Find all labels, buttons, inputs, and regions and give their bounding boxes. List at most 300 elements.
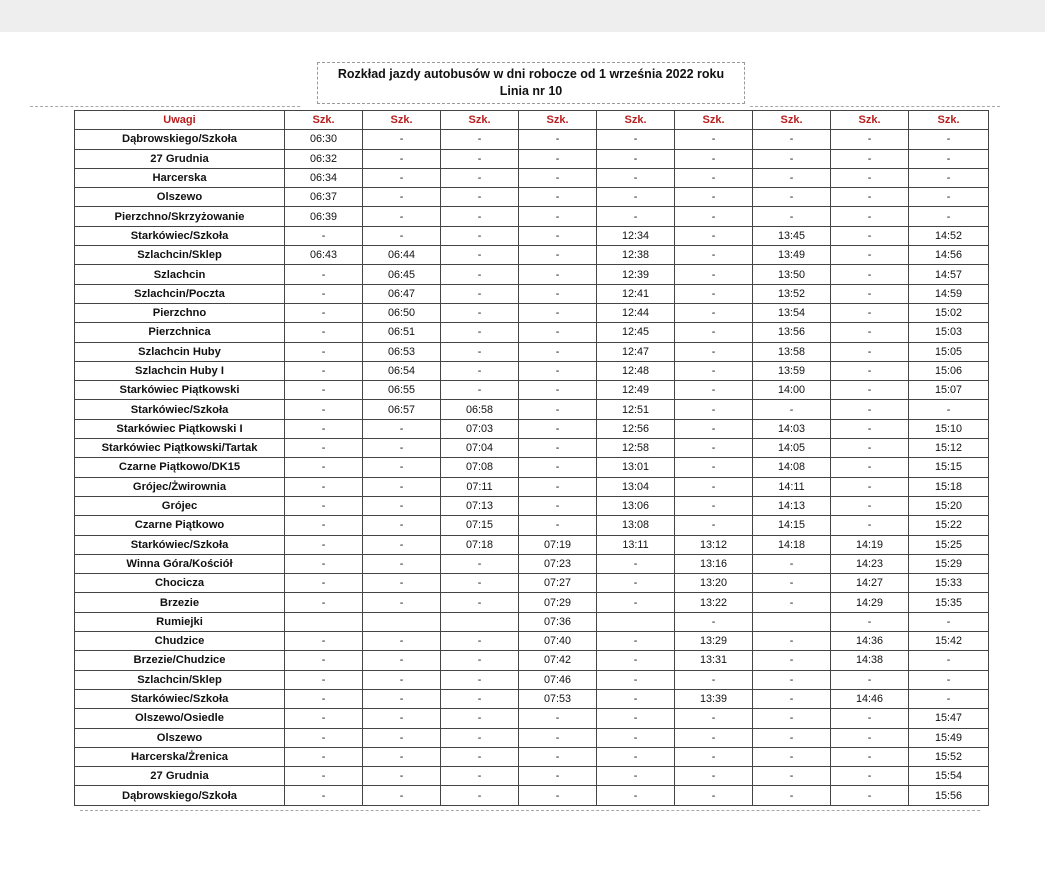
departure-time: - xyxy=(753,400,831,419)
departure-time: 07:04 xyxy=(441,439,519,458)
stop-name: Starkówiec Piątkowski xyxy=(75,381,285,400)
departure-time: 13:29 xyxy=(675,632,753,651)
departure-time: - xyxy=(519,168,597,187)
table-row xyxy=(75,651,989,670)
departure-time: - xyxy=(909,689,989,708)
departure-time: - xyxy=(363,651,441,670)
departure-time: - xyxy=(285,439,363,458)
departure-time: - xyxy=(441,728,519,747)
departure-time: - xyxy=(831,709,909,728)
table-row xyxy=(75,303,989,322)
departure-time: - xyxy=(675,207,753,226)
departure-time: 07:46 xyxy=(519,670,597,689)
departure-time: - xyxy=(675,670,753,689)
departure-time: - xyxy=(519,747,597,766)
departure-time: - xyxy=(519,149,597,168)
table-row xyxy=(75,149,989,168)
stop-name: Harcerska xyxy=(75,168,285,187)
dashed-rule xyxy=(750,106,1000,107)
departure-time: 15:29 xyxy=(909,554,989,573)
departure-time: - xyxy=(675,381,753,400)
stop-name: Pierzchno/Skrzyżowanie xyxy=(75,207,285,226)
departure-time: 13:45 xyxy=(753,226,831,245)
departure-time: 06:58 xyxy=(441,400,519,419)
departure-time: - xyxy=(675,496,753,515)
stop-name: Olszewo/Osiedle xyxy=(75,709,285,728)
departure-time: - xyxy=(597,786,675,805)
departure-time: - xyxy=(519,496,597,515)
departure-time: - xyxy=(519,303,597,322)
table-row xyxy=(75,477,989,496)
departure-time: - xyxy=(597,168,675,187)
departure-time: - xyxy=(441,381,519,400)
departure-time: - xyxy=(597,767,675,786)
departure-time: - xyxy=(285,381,363,400)
departure-time: - xyxy=(519,477,597,496)
departure-time: - xyxy=(285,496,363,515)
departure-time xyxy=(285,612,363,631)
departure-time: - xyxy=(363,207,441,226)
departure-time: - xyxy=(831,226,909,245)
stop-name: Harcerska/Żrenica xyxy=(75,747,285,766)
table-row xyxy=(75,207,989,226)
table-row xyxy=(75,516,989,535)
departure-time: - xyxy=(753,651,831,670)
departure-time: - xyxy=(363,477,441,496)
column-header-course-1: Szk. xyxy=(285,111,363,130)
departure-time: - xyxy=(441,130,519,149)
departure-time: - xyxy=(441,767,519,786)
departure-time: 13:06 xyxy=(597,496,675,515)
departure-time: - xyxy=(363,188,441,207)
departure-time: - xyxy=(519,323,597,342)
departure-time: - xyxy=(831,149,909,168)
departure-time: - xyxy=(831,265,909,284)
departure-time: 14:03 xyxy=(753,419,831,438)
departure-time: 14:11 xyxy=(753,477,831,496)
departure-time: - xyxy=(363,632,441,651)
departure-time: 14:18 xyxy=(753,535,831,554)
departure-time: - xyxy=(363,130,441,149)
departure-time: - xyxy=(597,651,675,670)
departure-time: - xyxy=(675,728,753,747)
departure-time: - xyxy=(363,226,441,245)
departure-time: - xyxy=(909,130,989,149)
stop-name: Starkówiec/Szkoła xyxy=(75,400,285,419)
stop-name: Dąbrowskiego/Szkoła xyxy=(75,130,285,149)
departure-time: - xyxy=(519,246,597,265)
departure-time: - xyxy=(441,188,519,207)
departure-time: 07:11 xyxy=(441,477,519,496)
stop-name: Czarne Piątkowo xyxy=(75,516,285,535)
departure-time: - xyxy=(675,188,753,207)
departure-time: 13:54 xyxy=(753,303,831,322)
departure-time xyxy=(753,612,831,631)
departure-time: 12:56 xyxy=(597,419,675,438)
column-header-course-8: Szk. xyxy=(831,111,909,130)
departure-time: - xyxy=(831,207,909,226)
departure-time: - xyxy=(363,458,441,477)
departure-time: - xyxy=(753,689,831,708)
departure-time: 12:47 xyxy=(597,342,675,361)
departure-time: - xyxy=(675,323,753,342)
departure-time: 07:27 xyxy=(519,574,597,593)
departure-time: - xyxy=(831,130,909,149)
stop-name: Brzezie/Chudzice xyxy=(75,651,285,670)
departure-time: 13:52 xyxy=(753,284,831,303)
departure-time: - xyxy=(753,767,831,786)
table-row xyxy=(75,284,989,303)
departure-time: - xyxy=(285,284,363,303)
departure-time: 12:38 xyxy=(597,246,675,265)
stop-name: Szlachcin xyxy=(75,265,285,284)
departure-time: - xyxy=(519,265,597,284)
departure-time: 07:40 xyxy=(519,632,597,651)
departure-time xyxy=(441,612,519,631)
table-row xyxy=(75,554,989,573)
stop-name: Pierzchnica xyxy=(75,323,285,342)
departure-time: - xyxy=(363,786,441,805)
departure-time: - xyxy=(753,709,831,728)
departure-time: - xyxy=(909,651,989,670)
departure-time: - xyxy=(441,342,519,361)
departure-time: - xyxy=(363,728,441,747)
departure-time: - xyxy=(909,168,989,187)
departure-time: 15:06 xyxy=(909,361,989,380)
departure-time: - xyxy=(363,554,441,573)
departure-time: - xyxy=(831,516,909,535)
departure-time: - xyxy=(753,554,831,573)
departure-time: - xyxy=(441,265,519,284)
departure-time: - xyxy=(909,188,989,207)
stop-name: Winna Góra/Kościół xyxy=(75,554,285,573)
departure-time: 06:55 xyxy=(363,381,441,400)
departure-time: 14:59 xyxy=(909,284,989,303)
departure-time: - xyxy=(285,651,363,670)
departure-time: - xyxy=(597,728,675,747)
departure-time: 15:49 xyxy=(909,728,989,747)
departure-time: 07:19 xyxy=(519,535,597,554)
departure-time xyxy=(597,612,675,631)
stop-name: Dąbrowskiego/Szkoła xyxy=(75,786,285,805)
departure-time: - xyxy=(285,342,363,361)
departure-time: - xyxy=(519,728,597,747)
departure-time: - xyxy=(909,149,989,168)
departure-time: - xyxy=(831,728,909,747)
table-row xyxy=(75,361,989,380)
departure-time: 14:08 xyxy=(753,458,831,477)
departure-time: - xyxy=(285,632,363,651)
departure-time: - xyxy=(363,496,441,515)
table-row xyxy=(75,130,989,149)
departure-time: 13:50 xyxy=(753,265,831,284)
departure-time: 14:56 xyxy=(909,246,989,265)
table-row xyxy=(75,632,989,651)
table-row xyxy=(75,670,989,689)
table-row xyxy=(75,419,989,438)
departure-time: - xyxy=(285,554,363,573)
departure-time: - xyxy=(831,342,909,361)
column-header-course-7: Szk. xyxy=(753,111,831,130)
header-row xyxy=(75,111,989,130)
departure-time: - xyxy=(519,381,597,400)
departure-time: - xyxy=(441,689,519,708)
departure-time: - xyxy=(753,632,831,651)
departure-time: - xyxy=(597,554,675,573)
departure-time: - xyxy=(285,767,363,786)
departure-time: - xyxy=(675,130,753,149)
departure-time: 06:43 xyxy=(285,246,363,265)
departure-time: 13:58 xyxy=(753,342,831,361)
departure-time: 06:57 xyxy=(363,400,441,419)
departure-time: 13:11 xyxy=(597,535,675,554)
departure-time: - xyxy=(597,188,675,207)
departure-time: 12:49 xyxy=(597,381,675,400)
departure-time: 07:18 xyxy=(441,535,519,554)
column-header-course-5: Szk. xyxy=(597,111,675,130)
departure-time: 07:03 xyxy=(441,419,519,438)
departure-time: 13:56 xyxy=(753,323,831,342)
departure-time: - xyxy=(285,535,363,554)
departure-time: - xyxy=(519,207,597,226)
departure-time: - xyxy=(441,747,519,766)
departure-time: - xyxy=(519,458,597,477)
departure-time: - xyxy=(363,168,441,187)
departure-time: - xyxy=(519,516,597,535)
departure-time: 06:32 xyxy=(285,149,363,168)
departure-time: 06:50 xyxy=(363,303,441,322)
departure-time: - xyxy=(441,168,519,187)
departure-time: - xyxy=(441,361,519,380)
viewer-top-bar xyxy=(0,0,1045,32)
departure-time: - xyxy=(831,786,909,805)
stop-name: Starkówiec Piątkowski I xyxy=(75,419,285,438)
departure-time: 12:45 xyxy=(597,323,675,342)
departure-time: - xyxy=(675,265,753,284)
departure-time: - xyxy=(285,728,363,747)
departure-time: - xyxy=(285,361,363,380)
departure-time: 15:02 xyxy=(909,303,989,322)
departure-time: - xyxy=(753,593,831,612)
departure-time: - xyxy=(597,207,675,226)
departure-time: - xyxy=(831,400,909,419)
stop-name: Szlachcin Huby I xyxy=(75,361,285,380)
departure-time: 13:59 xyxy=(753,361,831,380)
departure-time: - xyxy=(285,323,363,342)
table-row xyxy=(75,458,989,477)
departure-time: - xyxy=(441,593,519,612)
departure-time: 15:22 xyxy=(909,516,989,535)
departure-time: - xyxy=(285,265,363,284)
departure-time: - xyxy=(831,303,909,322)
column-header-course-2: Szk. xyxy=(363,111,441,130)
table-row xyxy=(75,188,989,207)
departure-time: - xyxy=(675,767,753,786)
departure-time: 06:51 xyxy=(363,323,441,342)
departure-time: - xyxy=(753,207,831,226)
departure-time: 06:54 xyxy=(363,361,441,380)
departure-time: - xyxy=(675,709,753,728)
departure-time: 14:29 xyxy=(831,593,909,612)
departure-time: - xyxy=(597,130,675,149)
departure-time: - xyxy=(831,767,909,786)
departure-time: 06:39 xyxy=(285,207,363,226)
table-row xyxy=(75,612,989,631)
departure-time: - xyxy=(285,419,363,438)
departure-time: 07:08 xyxy=(441,458,519,477)
departure-time: 14:46 xyxy=(831,689,909,708)
stop-name: 27 Grudnia xyxy=(75,149,285,168)
column-header-course-4: Szk. xyxy=(519,111,597,130)
departure-time: - xyxy=(675,303,753,322)
departure-time: - xyxy=(519,188,597,207)
departure-time: - xyxy=(753,168,831,187)
column-header-course-3: Szk. xyxy=(441,111,519,130)
departure-time: 15:33 xyxy=(909,574,989,593)
departure-time: - xyxy=(363,149,441,168)
departure-time: - xyxy=(675,149,753,168)
departure-time: - xyxy=(363,767,441,786)
departure-time: - xyxy=(285,689,363,708)
departure-time: - xyxy=(909,670,989,689)
departure-time: - xyxy=(675,400,753,419)
departure-time: - xyxy=(831,439,909,458)
departure-time: - xyxy=(831,284,909,303)
departure-time: 12:48 xyxy=(597,361,675,380)
departure-time: 14:00 xyxy=(753,381,831,400)
departure-time: - xyxy=(285,400,363,419)
table-row xyxy=(75,496,989,515)
departure-time: - xyxy=(363,689,441,708)
departure-time: - xyxy=(441,786,519,805)
departure-time: - xyxy=(675,168,753,187)
departure-time: 13:12 xyxy=(675,535,753,554)
departure-time: - xyxy=(597,574,675,593)
departure-time: - xyxy=(441,554,519,573)
departure-time: 15:25 xyxy=(909,535,989,554)
departure-time: - xyxy=(753,574,831,593)
timetable-title-box xyxy=(317,62,745,104)
departure-time: - xyxy=(597,747,675,766)
departure-time: 06:34 xyxy=(285,168,363,187)
departure-time: 07:23 xyxy=(519,554,597,573)
departure-time: - xyxy=(285,670,363,689)
departure-time: - xyxy=(519,400,597,419)
departure-time: 06:37 xyxy=(285,188,363,207)
departure-time: 15:20 xyxy=(909,496,989,515)
stop-name: Starkówiec/Szkoła xyxy=(75,226,285,245)
departure-time: 13:39 xyxy=(675,689,753,708)
departure-time: - xyxy=(675,361,753,380)
departure-time: - xyxy=(675,747,753,766)
departure-time: - xyxy=(831,747,909,766)
table-row xyxy=(75,226,989,245)
departure-time: - xyxy=(831,188,909,207)
departure-time: - xyxy=(519,342,597,361)
departure-time: - xyxy=(675,477,753,496)
departure-time: 15:56 xyxy=(909,786,989,805)
departure-time: 07:13 xyxy=(441,496,519,515)
departure-time: - xyxy=(441,574,519,593)
departure-time: 13:31 xyxy=(675,651,753,670)
departure-time: - xyxy=(831,168,909,187)
departure-time: 14:13 xyxy=(753,496,831,515)
stop-name: Szlachcin/Sklep xyxy=(75,670,285,689)
departure-time: 14:57 xyxy=(909,265,989,284)
departure-time: - xyxy=(285,303,363,322)
departure-time: - xyxy=(363,593,441,612)
departure-time: - xyxy=(285,516,363,535)
table-row xyxy=(75,786,989,805)
departure-time: 14:36 xyxy=(831,632,909,651)
departure-time: - xyxy=(285,709,363,728)
stop-name: Chudzice xyxy=(75,632,285,651)
table-row xyxy=(75,323,989,342)
departure-time: - xyxy=(831,477,909,496)
departure-time: 15:03 xyxy=(909,323,989,342)
departure-time: - xyxy=(441,651,519,670)
dashed-rule xyxy=(30,106,300,107)
departure-time: - xyxy=(831,361,909,380)
stop-name: Szlachcin Huby xyxy=(75,342,285,361)
departure-time: 07:29 xyxy=(519,593,597,612)
table-row xyxy=(75,535,989,554)
table-row xyxy=(75,265,989,284)
departure-time: - xyxy=(753,670,831,689)
departure-time: 15:15 xyxy=(909,458,989,477)
departure-time: - xyxy=(285,593,363,612)
departure-time: 06:47 xyxy=(363,284,441,303)
stop-name: Grójec/Żwirownia xyxy=(75,477,285,496)
departure-time: - xyxy=(753,149,831,168)
departure-time: - xyxy=(441,632,519,651)
stop-name: Starkówiec/Szkoła xyxy=(75,689,285,708)
departure-time: 15:10 xyxy=(909,419,989,438)
departure-time: - xyxy=(831,612,909,631)
stop-name: Brzezie xyxy=(75,593,285,612)
departure-time: 06:44 xyxy=(363,246,441,265)
departure-time: - xyxy=(441,246,519,265)
departure-time: - xyxy=(675,612,753,631)
table-row xyxy=(75,767,989,786)
departure-time: 13:20 xyxy=(675,574,753,593)
departure-time: - xyxy=(831,323,909,342)
departure-time: 12:44 xyxy=(597,303,675,322)
departure-time: - xyxy=(363,516,441,535)
departure-time: - xyxy=(441,284,519,303)
departure-time: - xyxy=(675,284,753,303)
departure-time: - xyxy=(597,149,675,168)
stop-name: Czarne Piątkowo/DK15 xyxy=(75,458,285,477)
departure-time: - xyxy=(831,458,909,477)
departure-time: - xyxy=(831,246,909,265)
departure-time: - xyxy=(675,226,753,245)
column-header-uwagi: Uwagi xyxy=(75,111,285,130)
departure-time: 15:52 xyxy=(909,747,989,766)
column-header-course-6: Szk. xyxy=(675,111,753,130)
departure-time: 14:38 xyxy=(831,651,909,670)
stop-name: Grójec xyxy=(75,496,285,515)
departure-time: - xyxy=(753,130,831,149)
departure-time: - xyxy=(519,419,597,438)
departure-time: - xyxy=(597,593,675,612)
departure-time: - xyxy=(285,747,363,766)
departure-time: - xyxy=(363,419,441,438)
departure-time: 06:30 xyxy=(285,130,363,149)
stop-name: Olszewo xyxy=(75,188,285,207)
departure-time: 07:15 xyxy=(441,516,519,535)
stop-name: Rumiejki xyxy=(75,612,285,631)
